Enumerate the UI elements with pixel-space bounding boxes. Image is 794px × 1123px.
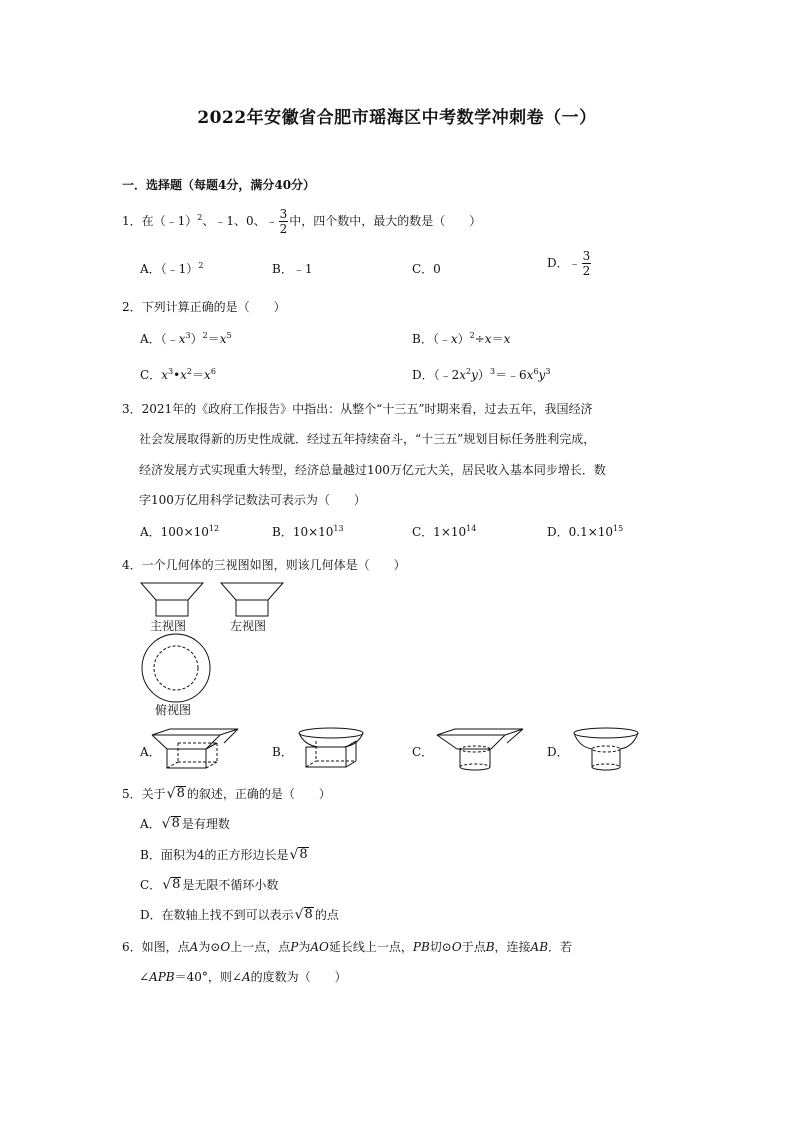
- question-4: 4．一个几何体的三视图如图，则该几何体是（ ）: [122, 558, 406, 572]
- page-title: 2022年安徽省合肥市瑶海区中考数学冲刺卷（一）: [197, 108, 597, 128]
- q1-text-b: 、﹣1、0、﹣: [202, 214, 278, 228]
- q4-option-c-label: C．: [412, 745, 434, 759]
- question-1: [122, 208, 481, 235]
- q4-option-b-label: B．: [272, 745, 293, 759]
- q4-option-d-label: D．: [547, 745, 569, 759]
- sqrt-8: √ 8: [166, 786, 185, 802]
- q1-fraction: $\frac{3}{2}$: [279, 207, 288, 236]
- question-3-line-4: 字100万亿用科学记数法可表示为（ ）: [139, 493, 366, 507]
- question-2: 2．下列计算正确的是（ ）: [122, 300, 286, 314]
- q5-option-a: A． √ 8 是有理数: [140, 816, 230, 832]
- q4-option-d-figure: [571, 727, 641, 772]
- q1-number: 1．: [122, 214, 142, 228]
- q5-option-d: D．在数轴上找不到可以表示 √ 8 的点: [140, 907, 339, 923]
- q1-text-c: 中，四个数中，最大的数是（ ）: [289, 214, 482, 228]
- front-view-label: 主视图: [150, 619, 187, 633]
- question-3-line-2: 社会发展取得新的历史性成就．经过五年持续奋斗，“十三五”规划目标任务胜利完成，: [139, 432, 596, 446]
- q2-option-b: B．（﹣x）$^2$÷x＝x: [412, 331, 511, 346]
- q3-option-b: B．$10\times 10^{13}$: [272, 524, 344, 539]
- q1-sup-a: 2: [197, 213, 203, 222]
- q1-option-d: D．﹣ $\frac{3}{2}$: [547, 249, 591, 278]
- top-view-label: 俯视图: [155, 703, 192, 717]
- top-view-figure: [139, 633, 213, 703]
- q5-option-c: C． √ 8 是无限不循环小数: [140, 877, 279, 893]
- q3-option-d: D．$0.1\times 10^{15}$: [547, 524, 624, 539]
- question-6-line-2: ∠APB＝40°，则∠A的度数为（ ）: [139, 970, 347, 984]
- q4-option-b-figure: [296, 727, 366, 772]
- question-3-line-1: 3．2021年的《政府工作报告》中指出：从整个“十三五”时期来看，过去五年，我国经济: [122, 402, 593, 416]
- q1-option-b: B．﹣1: [272, 262, 313, 276]
- q4-option-a-figure: [150, 727, 240, 772]
- q4-option-a-label: A．: [140, 745, 161, 759]
- q2-option-c: C．$x^3•x^2=x^6$: [140, 367, 216, 382]
- question-3-line-3: 经济发展方式实现重大转型，经济总量越过100万亿元大关，居民收入基本同步增长．数: [139, 463, 606, 477]
- q5-option-b: B．面积为4的正方形边长是 √ 8: [140, 847, 308, 863]
- front-view-figure: [140, 582, 205, 622]
- q2-option-d: D．$(﹣2x^2y)^3=﹣6x^6y^3$: [412, 367, 551, 382]
- side-view-figure: [220, 582, 285, 622]
- q1-text-a: 在（﹣1）: [141, 214, 198, 228]
- q4-option-c-figure: [435, 727, 525, 772]
- q3-option-a: A．$100\times 10^{12}$: [140, 524, 220, 539]
- q1-option-c: C．0: [412, 262, 441, 276]
- question-6-line-1: 6．如图，点A为⊙O上一点，点P为AO延长线上一点，PB切⊙O于点B，连接AB．若: [122, 940, 573, 954]
- side-view-label: 左视图: [230, 619, 267, 633]
- q2-option-a: A．$(﹣x^3)^2=x^5$: [140, 331, 232, 346]
- q3-option-c: C．$1\times 10^{14}$: [412, 524, 477, 539]
- q1-option-a: A．（﹣1）$^2$: [140, 261, 204, 276]
- question-5: 5．关于 √ 8 的叙述，正确的是（ ）: [122, 786, 331, 802]
- section-heading: 一．选择题（每题4分，满分40分）: [122, 178, 316, 192]
